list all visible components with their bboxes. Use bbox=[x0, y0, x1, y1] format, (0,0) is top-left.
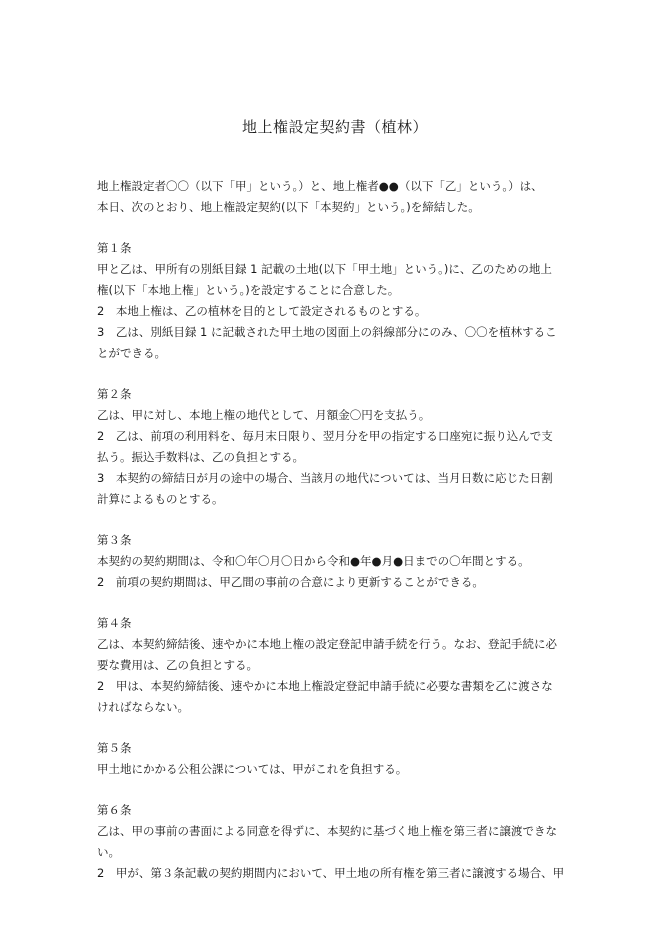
document-title: 地上権設定契約書（植林） bbox=[241, 118, 428, 136]
article-heading: 第３条 bbox=[97, 533, 132, 547]
article-line: 甲と乙は、甲所有の別紙目録 1 記載の土地(以下「甲土地」という。)に、乙のための地上 bbox=[97, 262, 552, 276]
article-heading: 第１条 bbox=[97, 241, 132, 255]
article-line: 権(以下「本地上権」という。)を設定することに合意した。 bbox=[97, 283, 400, 297]
article-line: 2 本地上権は、乙の植林を目的として設定されるものとする。 bbox=[97, 304, 427, 318]
article-line: 本契約の契約期間は、令和〇年〇月〇日から令和●年●月●日までの〇年間とする。 bbox=[97, 554, 530, 568]
article-line: 2 甲は、本契約締結後、速やかに本地上権設定登記申請手続に必要な書類を乙に渡さな bbox=[97, 679, 553, 693]
article-line: 乙は、甲の事前の書面による同意を得ずに、本契約に基づく地上権を第三者に譲渡できな bbox=[97, 824, 557, 838]
article-line: 要な費用は、乙の負担とする。 bbox=[97, 658, 258, 672]
article-line: 計算によるものとする。 bbox=[97, 492, 224, 506]
article-line: とができる。 bbox=[97, 346, 166, 360]
preamble bbox=[97, 176, 577, 218]
article-1 bbox=[97, 238, 577, 364]
article-2 bbox=[97, 384, 577, 510]
article-line: 2 甲が、第３条記載の契約期間内において、甲土地の所有権を第三者に譲渡する場合、甲 bbox=[97, 866, 565, 880]
article-line: 甲土地にかかる公租公課については、甲がこれを負担する。 bbox=[97, 762, 408, 776]
article-line: 乙は、甲に対し、本地上権の地代として、月額金〇円を支払う。 bbox=[97, 408, 431, 422]
article-4 bbox=[97, 613, 577, 718]
article-3 bbox=[97, 530, 577, 593]
article-heading: 第５条 bbox=[97, 741, 132, 755]
article-6 bbox=[97, 800, 577, 884]
article-heading: 第２条 bbox=[97, 387, 132, 401]
preamble-line: 本日、次のとおり、地上権設定契約(以下「本契約」という。)を締結した。 bbox=[97, 200, 480, 214]
document-body bbox=[97, 176, 577, 884]
article-heading: 第６条 bbox=[97, 803, 132, 817]
article-line: 払う。振込手数料は、乙の負担とする。 bbox=[97, 450, 304, 464]
article-line: 2 乙は、前項の利用料を、毎月末日限り、翌月分を甲の指定する口座宛に振り込んで支 bbox=[97, 429, 553, 443]
article-line: 3 乙は、別紙目録 1 に記載された甲土地の図面上の斜線部分にのみ、〇〇を植林するこ bbox=[97, 325, 557, 339]
article-line: 3 本契約の締結日が月の途中の場合、当該月の地代については、当月日数に応じた日割 bbox=[97, 471, 553, 485]
article-line: ければならない。 bbox=[97, 700, 189, 714]
preamble-line: 地上権設定者〇〇（以下「甲」という。）と、地上権者●●（以下「乙」という。）は、 bbox=[97, 179, 543, 193]
article-line: 乙は、本契約締結後、速やかに本地上権の設定登記申請手続を行う。なお、登記手続に必 bbox=[97, 637, 557, 651]
article-5 bbox=[97, 738, 577, 780]
article-line: 2 前項の契約期間は、甲乙間の事前の合意により更新することができる。 bbox=[97, 575, 484, 589]
article-heading: 第４条 bbox=[97, 616, 132, 630]
article-line: い。 bbox=[97, 845, 120, 859]
